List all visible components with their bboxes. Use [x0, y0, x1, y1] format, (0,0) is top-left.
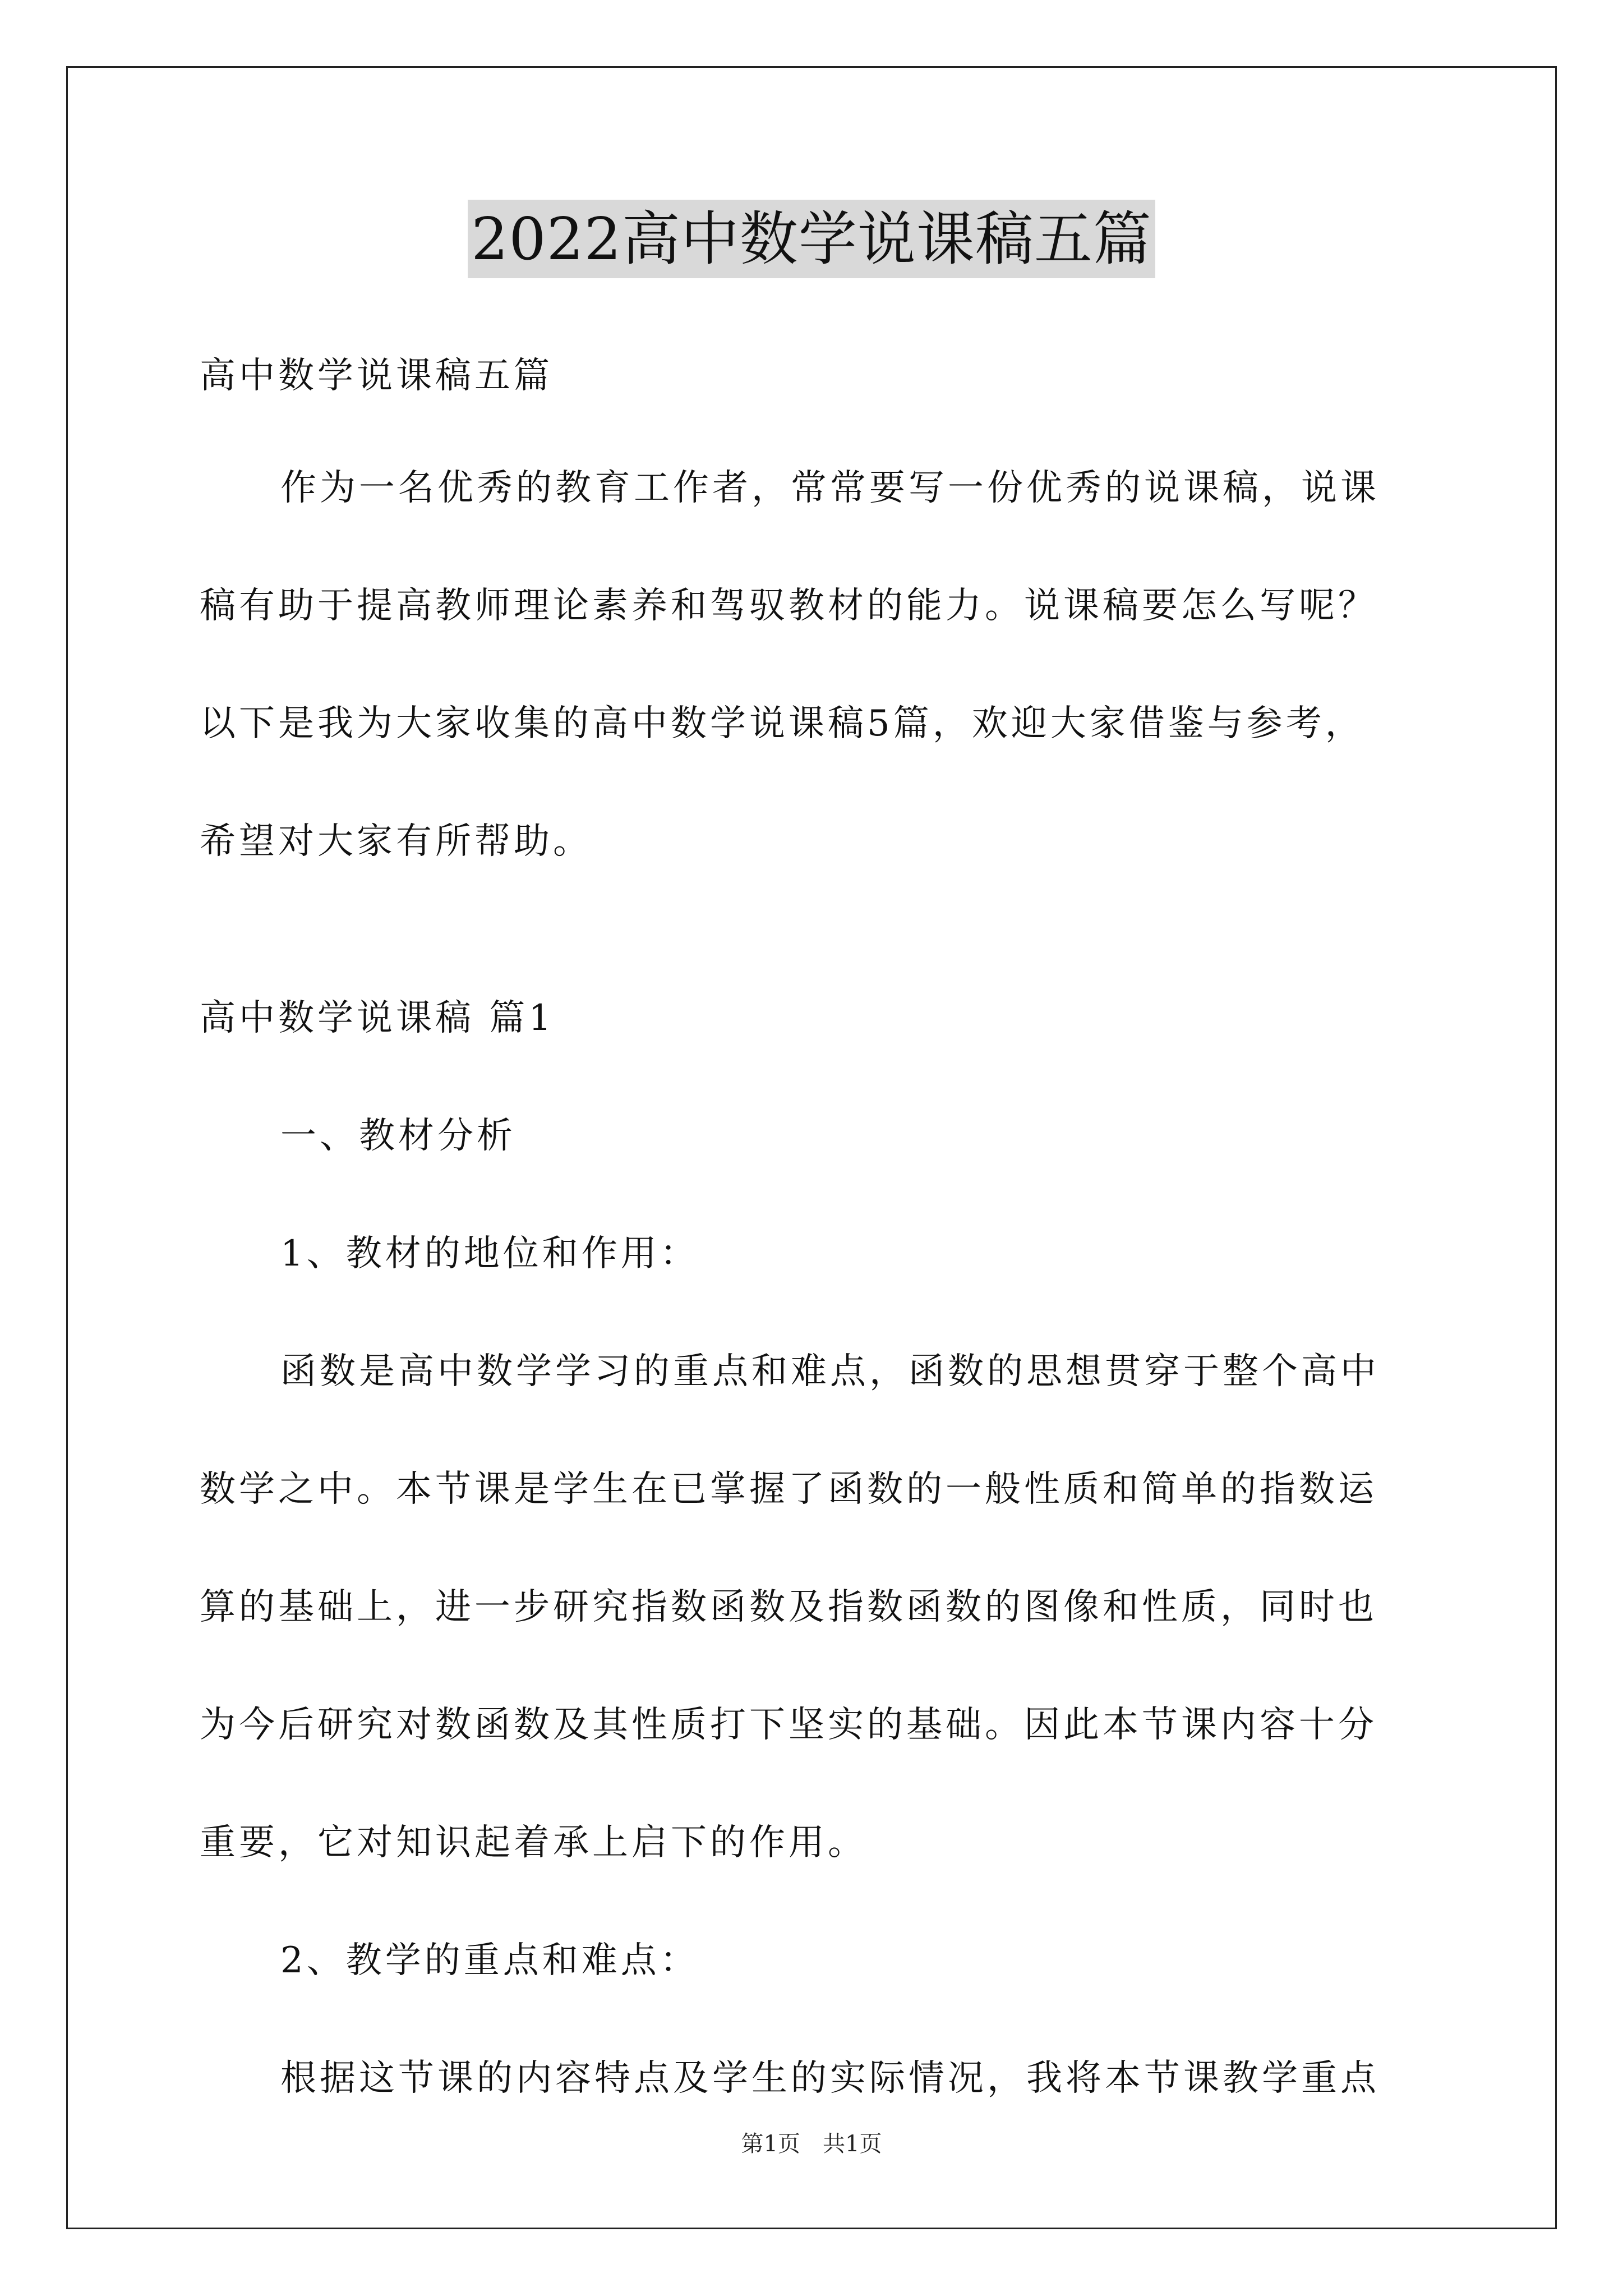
paragraph-line: 函数是高中数学学习的重点和难点，函数的思想贯穿于整个高中	[280, 1351, 1380, 1392]
title-container	[0, 200, 1623, 278]
intro-line: 以下是我为大家收集的高中数学说课稿5篇，欢迎大家借鉴与参考，	[200, 703, 1364, 744]
item-heading: 2、教学的重点和难点：	[280, 1940, 699, 1981]
section-heading: 高中数学说课稿 篇1	[200, 997, 555, 1039]
paragraph-line: 根据这节课的内容特点及学生的实际情况，我将本节课教学重点	[280, 2058, 1380, 2099]
page-footer: 第1页 共1页	[741, 2131, 882, 2157]
intro-line: 作为一名优秀的教育工作者，常常要写一份优秀的说课稿，说课	[280, 467, 1380, 509]
paragraph-line: 重要，它对知识起着承上启下的作用。	[200, 1822, 867, 1864]
part-heading: 一、教材分析	[280, 1115, 516, 1157]
item-heading: 1、教材的地位和作用：	[280, 1233, 699, 1274]
paragraph-line: 算的基础上，进一步研究指数函数及指数函数的图像和性质，同时也	[200, 1586, 1377, 1628]
intro-line: 稿有助于提高教师理论素养和驾驭教材的能力。说课稿要怎么写呢？	[200, 585, 1377, 627]
paragraph-line: 为今后研究对数函数及其性质打下坚实的基础。因此本节课内容十分	[200, 1704, 1377, 1746]
paragraph-line: 数学之中。本节课是学生在已掌握了函数的一般性质和简单的指数运	[200, 1469, 1377, 1510]
subtitle: 高中数学说课稿五篇	[200, 355, 553, 397]
document-title: 2022高中数学说课稿五篇	[468, 200, 1155, 278]
intro-line: 希望对大家有所帮助。	[200, 821, 592, 862]
